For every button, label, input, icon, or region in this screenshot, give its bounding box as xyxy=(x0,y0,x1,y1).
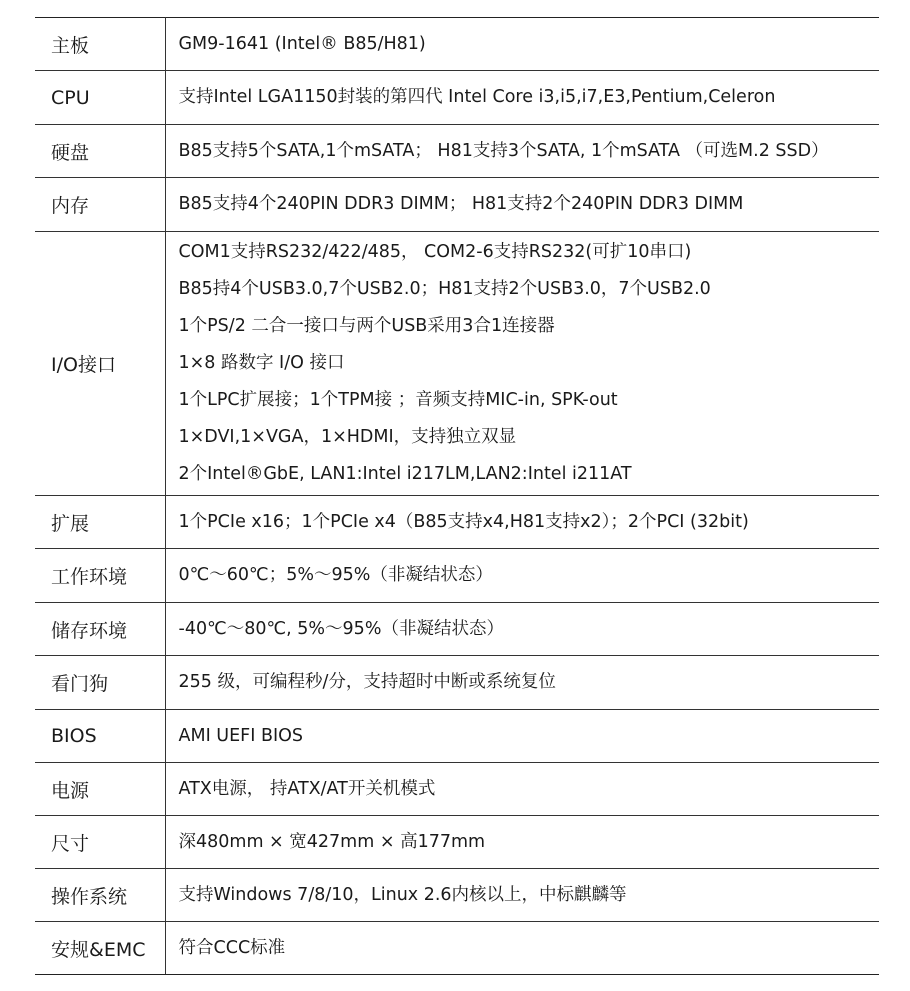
spec-row xyxy=(35,763,879,816)
spec-label: 操作系统 xyxy=(35,869,165,922)
spec-row xyxy=(35,232,879,496)
spec-label: CPU xyxy=(35,71,165,125)
spec-value-line: COM1支持RS232/422/485， COM2-6支持RS232(可扩10串口) xyxy=(178,242,692,262)
spec-value xyxy=(165,816,879,869)
spec-label: 看门狗 xyxy=(35,656,165,710)
spec-row xyxy=(35,178,879,232)
spec-row xyxy=(35,922,879,975)
spec-value xyxy=(165,232,879,496)
spec-value xyxy=(165,125,879,178)
spec-row xyxy=(35,603,879,656)
spec-row xyxy=(35,71,879,125)
spec-table xyxy=(35,17,879,975)
spec-row xyxy=(35,496,879,549)
spec-label: 硬盘 xyxy=(35,125,165,178)
spec-label: 安规&EMC xyxy=(35,922,165,975)
spec-value xyxy=(165,869,879,922)
spec-label: 扩展 xyxy=(35,496,165,549)
spec-value-line: 1个PS/2 二合一接口与两个USB采用3合1连接器 xyxy=(178,316,555,336)
spec-value-line: 2个Intel®GbE, LAN1:Intel i217LM,LAN2:Intel i211AT xyxy=(178,464,632,484)
spec-value-line: 支持Windows 7/8/10，Linux 2.6内核以上，中标麒麟等 xyxy=(178,884,627,905)
spec-row xyxy=(35,869,879,922)
spec-value xyxy=(165,18,879,71)
spec-value-line: 深480mm × 宽427mm × 高177mm xyxy=(178,831,486,852)
spec-value-line: ATX电源， 持ATX/AT开关机模式 xyxy=(178,778,436,799)
spec-value xyxy=(165,178,879,232)
spec-value-line: 1个PCIe x16；1个PCIe x4（B85支持x4,H81支持x2）；2个PCI (32bit) xyxy=(178,511,749,532)
spec-value xyxy=(165,656,879,710)
spec-label: 内存 xyxy=(35,178,165,232)
spec-value xyxy=(165,922,879,975)
spec-row xyxy=(35,549,879,603)
spec-value-line: B85持4个USB3.0,7个USB2.0；H81支持2个USB3.0，7个USB2.0 xyxy=(178,279,711,299)
spec-row xyxy=(35,710,879,763)
spec-value xyxy=(165,603,879,656)
spec-label: BIOS xyxy=(35,710,165,763)
spec-label: 电源 xyxy=(35,763,165,816)
spec-value xyxy=(165,71,879,125)
spec-row xyxy=(35,816,879,869)
spec-value xyxy=(165,710,879,763)
spec-value-line: B85支持5个SATA,1个mSATA； H81支持3个SATA, 1个mSATA （可选M.2 SSD） xyxy=(178,140,829,161)
spec-value-line: 符合CCC标准 xyxy=(178,937,286,958)
spec-value-line: B85支持4个240PIN DDR3 DIMM； H81支持2个240PIN DDR3 DIMM xyxy=(178,194,744,214)
spec-value-line: 1个LPC扩展接；1个TPM接 ；音频支持MIC-in, SPK-out xyxy=(178,390,618,410)
spec-value-line: AMI UEFI BIOS xyxy=(178,725,303,746)
spec-value-line: GM9-1641 (Intel® B85/H81) xyxy=(178,33,426,54)
spec-label: 尺寸 xyxy=(35,816,165,869)
spec-table-body xyxy=(35,18,879,975)
spec-value xyxy=(165,549,879,603)
spec-value-line: 1×DVI,1×VGA，1×HDMI，支持独立双显 xyxy=(178,427,517,447)
spec-value-line: 255 级，可编程秒/分，支持超时中断或系统复位 xyxy=(178,672,556,692)
spec-label: 主板 xyxy=(35,18,165,71)
spec-value xyxy=(165,496,879,549)
spec-value-line: 1×8 路数字 I/O 接口 xyxy=(178,353,345,373)
spec-value-line: -40℃～80℃, 5%～95%（非凝结状态） xyxy=(178,618,504,639)
spec-value-line: 0℃～60℃；5%～95%（非凝结状态） xyxy=(178,565,493,585)
spec-label: 工作环境 xyxy=(35,549,165,603)
spec-row xyxy=(35,18,879,71)
spec-row xyxy=(35,125,879,178)
spec-label: 储存环境 xyxy=(35,603,165,656)
spec-row xyxy=(35,656,879,710)
spec-value-line: 支持Intel LGA1150封装的第四代 Intel Core i3,i5,i7,E3,Pentium,Celeron xyxy=(178,87,776,107)
spec-label: I/O接口 xyxy=(35,232,165,496)
spec-value xyxy=(165,763,879,816)
